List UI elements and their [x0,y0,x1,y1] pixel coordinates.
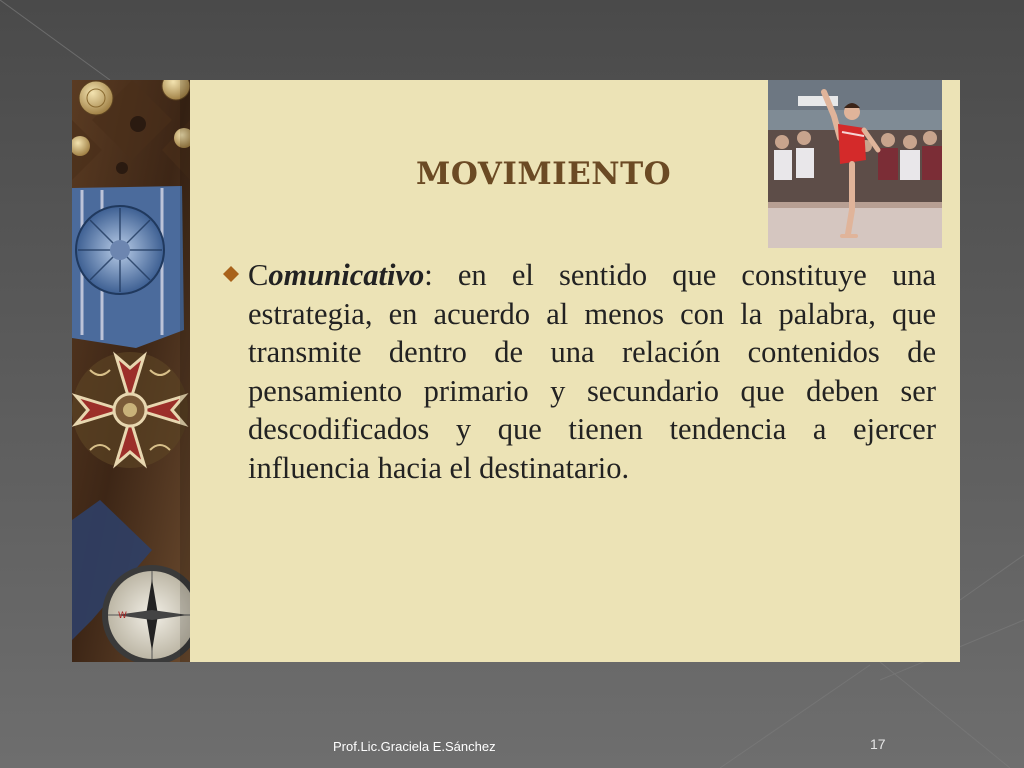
slide-title: MOVIMIENTO [416,156,672,192]
footer-author: Prof.Lic.Graciela E.Sánchez [333,739,496,754]
svg-text:W: W [118,611,127,621]
bullet-term-initial: C [248,258,269,292]
medal-icon [72,352,188,468]
ribbon-icon [72,186,184,348]
slide-content [72,80,960,662]
bullet-paragraph [248,256,936,487]
gymnast-photo [768,80,942,248]
bullet-term: omunicativo [268,258,425,292]
bullet-text: : en el sentido que constituye una estrategia, en acuerdo al menos con la palabra, que transmite dentro de una relación contenidos de pensamiento primario y secundario que deben ser descodificados y que tienen tendencia a ejercer influencia hacia el destinatario. [248,258,936,485]
diamond-bullet-icon [222,265,240,283]
collage-image [72,80,190,662]
slide-number: 17 [870,736,886,752]
